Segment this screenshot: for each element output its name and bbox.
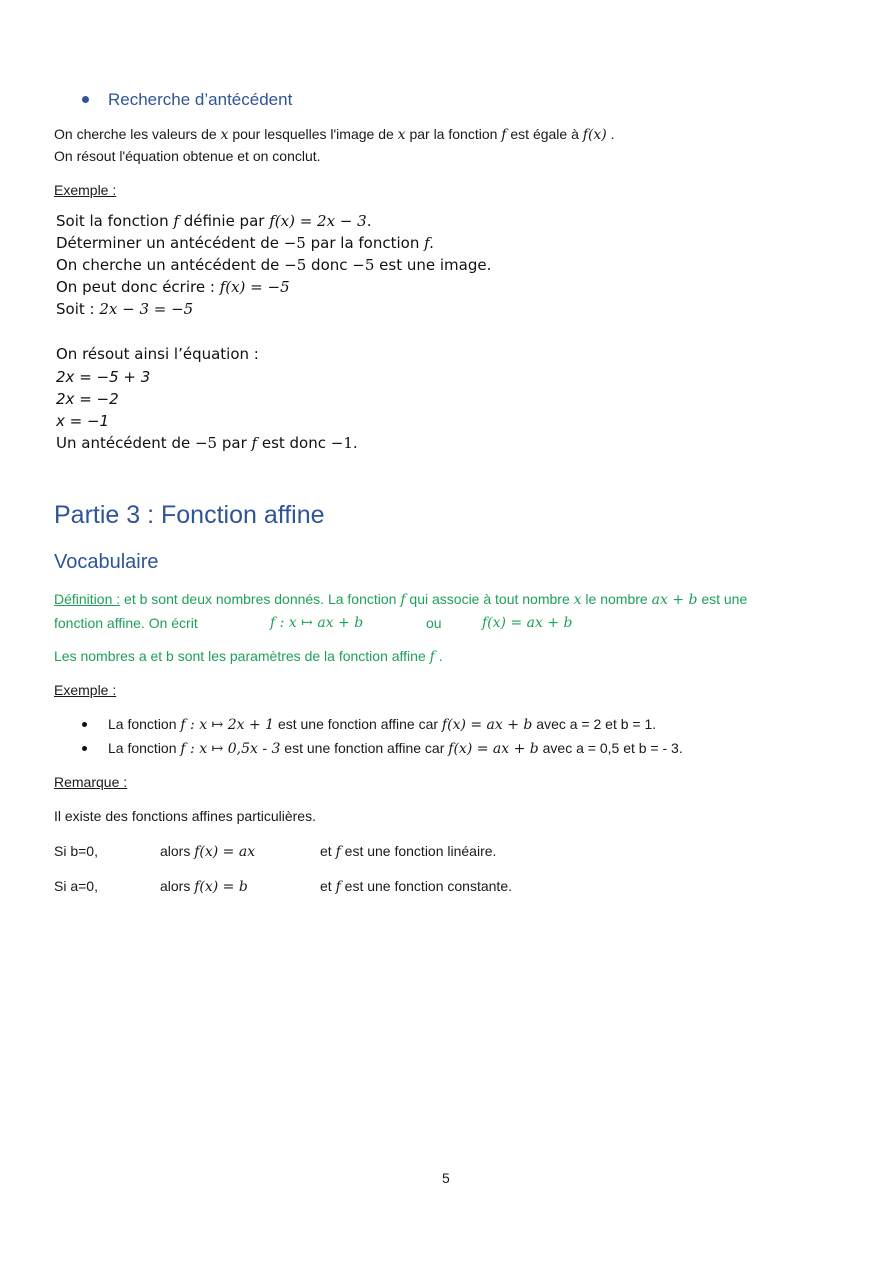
part3-title: Partie 3 : Fonction affine	[54, 501, 325, 529]
math-fx-equation: f(x) = ax + b	[448, 741, 539, 757]
text: est donc	[257, 434, 331, 452]
math-equation: 2x − 3 = −5	[99, 300, 194, 318]
math-fx-equation: f(x) = ax + b	[441, 717, 533, 733]
definition-line-2: fonction affine. On écrit	[54, 615, 198, 631]
definition-fx-equation: f(x) = ax + b	[482, 615, 573, 631]
text: qui associe à tout nombre	[405, 591, 574, 607]
remark-text: Il existe des fonctions affines particulières.	[54, 808, 316, 824]
text: est une image.	[374, 256, 492, 274]
text: et	[320, 843, 336, 859]
math-number: −5	[284, 256, 307, 274]
text: et b sont deux nombres donnés. La fonction	[120, 591, 401, 607]
math-mapping: f : x ↦	[180, 717, 228, 733]
text: par la fonction	[405, 126, 502, 142]
part3-subtitle: Vocabulaire	[54, 551, 159, 573]
text: est une	[697, 591, 748, 607]
case2-condition: Si a=0,	[54, 878, 98, 894]
math-f: f	[335, 844, 341, 860]
text: Déterminer un antécédent de	[56, 234, 284, 252]
example1-line-5	[56, 298, 193, 320]
text: avec a = 0,5 et b = - 3.	[538, 740, 683, 756]
text: On peut donc écrire :	[56, 278, 220, 296]
math-fx-equation: f(x) = ax	[194, 844, 256, 860]
text: On cherche les valeurs de	[54, 126, 221, 142]
case1-conclusion	[320, 841, 496, 862]
section-bullet	[82, 96, 89, 103]
math-f: f	[429, 649, 435, 665]
math-number: −5	[352, 256, 375, 274]
text: pour lesquelles l'image de	[228, 126, 398, 142]
remark-label: Remarque :	[54, 774, 128, 790]
example1-line-10	[56, 432, 358, 454]
example1-line-7: 2x = −5 + 3	[56, 368, 151, 386]
text: Soit :	[56, 300, 100, 318]
example-label-2: Exemple :	[54, 682, 117, 698]
example1-line-6: On résout ainsi l’équation :	[56, 345, 259, 363]
example-label-1: Exemple :	[54, 182, 117, 198]
math-equation: f(x) = 2x − 3.	[269, 212, 372, 230]
text: Un antécédent de	[56, 434, 195, 452]
text: est une fonction constante.	[340, 878, 512, 894]
parameters-sentence	[54, 646, 443, 667]
text: Soit la fonction	[56, 212, 174, 230]
math-equation: f(x) = −5	[219, 278, 290, 296]
antecedent-paragraph-2: On résout l'équation obtenue et on conclut.	[54, 148, 321, 164]
math-fx-equation: f(x) = b	[194, 879, 248, 895]
case1-condition: Si b=0,	[54, 843, 98, 859]
math-expression: ax + b	[651, 592, 698, 608]
text: est égale à	[506, 126, 583, 142]
list-item	[108, 738, 683, 759]
math-x: x	[220, 127, 229, 143]
example1-line-4	[56, 276, 290, 298]
math-f: f	[251, 434, 258, 452]
math-f: f.	[424, 234, 434, 252]
text: définie par	[178, 212, 270, 230]
text: et	[320, 878, 336, 894]
math-x: x	[573, 592, 582, 608]
list-bullet	[82, 746, 87, 751]
math-fx: f(x)	[582, 127, 607, 143]
definition-mapping: f : x ↦ ax + b	[270, 615, 364, 631]
case1-formula	[160, 841, 255, 862]
math-expression: 0,5x - 3	[227, 741, 281, 757]
case2-formula	[160, 876, 248, 897]
page-number: 5	[442, 1170, 450, 1186]
text: alors	[160, 843, 195, 859]
definition-or: ou	[426, 615, 442, 631]
text: La fonction	[108, 716, 181, 732]
math-number: −1.	[330, 434, 358, 452]
math-expression: 2x + 1	[227, 717, 275, 733]
example1-line-1	[56, 210, 371, 232]
text: .	[434, 648, 443, 664]
text: le nombre	[581, 591, 652, 607]
section-heading-antecedent: Recherche d’antécédent	[108, 90, 293, 109]
text: est une fonction affine car	[274, 716, 442, 732]
text: donc	[306, 256, 353, 274]
list-bullet	[82, 722, 87, 727]
math-x: x	[397, 127, 406, 143]
text: Les nombres a et b sont les paramètres de la fonction affine	[54, 648, 430, 664]
example1-line-8: 2x = −2	[56, 390, 119, 408]
math-f: f	[501, 127, 507, 143]
text: On cherche un antécédent de	[56, 256, 285, 274]
text: La fonction	[108, 740, 181, 756]
text: avec a = 2 et b = 1.	[532, 716, 657, 732]
math-f: f	[335, 879, 341, 895]
definition-label: Définition :	[54, 591, 121, 607]
math-number: −5	[194, 434, 218, 452]
antecedent-paragraph-1	[54, 124, 615, 145]
text: est une fonction affine car	[280, 740, 449, 756]
definition-line-1	[54, 589, 747, 610]
text: .	[606, 126, 615, 142]
math-f: f	[173, 212, 179, 230]
list-item	[108, 714, 656, 735]
math-number: −5	[283, 234, 306, 252]
case2-conclusion	[320, 876, 512, 897]
math-mapping: f : x ↦	[180, 741, 228, 757]
example1-line-9: x = −1	[56, 412, 110, 430]
text: est une fonction linéaire.	[340, 843, 497, 859]
example1-line-2	[56, 232, 434, 254]
text: par	[217, 434, 252, 452]
text: alors	[160, 878, 195, 894]
example1-line-3	[56, 254, 491, 276]
math-f: f	[400, 592, 406, 608]
text: par la fonction	[305, 234, 425, 252]
